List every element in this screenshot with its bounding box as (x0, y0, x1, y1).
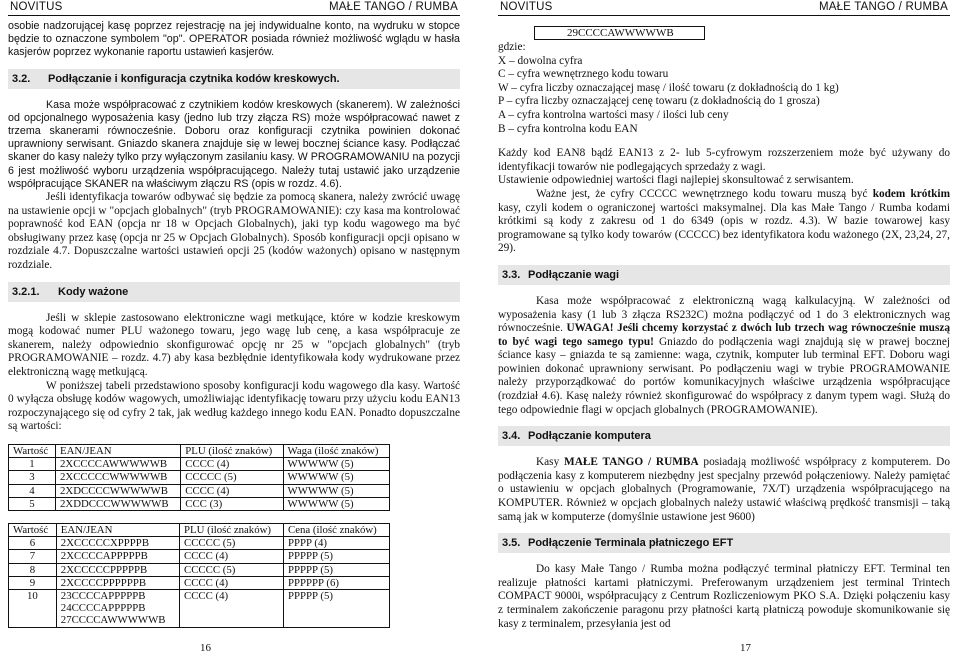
table-row (9, 537, 390, 550)
section-title: Kody ważone (58, 285, 129, 298)
table-cell: CCCCC (5) (180, 537, 284, 550)
section-heading-3-3 (498, 265, 950, 285)
section-heading-3-4 (498, 426, 950, 446)
table-row (9, 563, 390, 576)
column-header: EAN/JEAN (56, 523, 179, 536)
header-model: MAŁE TANGO / RUMBA (818, 1, 948, 13)
table-cell: PPPPP (5) (284, 550, 390, 563)
table-cell: CCCCC (5) (181, 471, 283, 484)
table-row (9, 589, 390, 627)
table-cell: 1 (9, 458, 56, 471)
weighted-codes-paragraph-2: W poniższej tabeli przedstawiono sposoby konfiguracji kodu wagowego dla kasy. Wartość 0 wyłącza obsługę kodów wagowych, umożliwiając identyfikację towaru przy użyciu kodu EAN13 rozpoczynającego się od cyfry 2 tak, jak według każdego innego kodu EAN. Ponadto dopuszczalne są wartości: (8, 379, 460, 433)
table-cell: CCCC (4) (180, 576, 284, 589)
left-page (0, 0, 470, 656)
table-cell: CCCC (4) (180, 550, 284, 563)
table-cell: 2XCCCCAWWWWWB (56, 458, 181, 471)
section-number: 3.4. (502, 430, 521, 443)
bold-text-run: UWAGA! Jeśli chcemy korzystać z dwóch lub trzech wag równocześnie muszą to być wagi tego samego typu! (498, 322, 950, 348)
table-row (9, 550, 390, 563)
table-cell: 6 (9, 537, 57, 550)
section-title: Podłączenie Terminala płatniczego EFT (528, 537, 734, 550)
section-title: Podłączanie i konfiguracja czytnika kodów kreskowych. (48, 72, 340, 85)
scanner-paragraph-2: Jeśli identyfikacja towarów odbywać się będzie za pomocą skanera, należy zwrócić uwagę na ustawienie opcji w "opcjach globalnych" (tryb PROGRAMOWANIE): czy kasa ma kontrolować poprawność kod EAN (opcja nr 18 w Opcjach Globalnych), jaki typ kodu wagowego ma być obsługiwany przez kasę (opcja nr 25 w Opcjach Globalnych). Sposób konfiguracji opcji opisano w rozdziale 4.7. Dopuszczalne wartości ustawień opcji 25 (kodów ważonych) opisano w następnym rozdziale. (8, 191, 460, 271)
column-header: PLU (ilość znaków) (181, 444, 283, 457)
scale-paragraph (498, 295, 950, 417)
table-cell: PPPPP (5) (284, 563, 390, 576)
column-header: Wartość (9, 444, 56, 457)
section-number: 3.2.1. (12, 285, 40, 298)
weighted-codes-paragraph-1: Jeśli w sklepie zastosowano elektroniczne wagi metkujące, które w kodzie kreskowym mogą kodować numer PLU ważonego towaru, jego wagę lub cenę, a kasa współpracuje ze skanerem, należy odpowiednio skonfigurować opcję nr 25 w "opcjach globalnych" (tryb PROGRAMOWANIE – rozdz. 4.7) aby kasa bezbłędnie identyfikowała kody wydrukowane przez elektroniczną wagę metkującą. (8, 311, 460, 378)
legend-line: B – cyfra kontrolna kodu EAN (498, 122, 638, 135)
bold-text-run: kodem krótkim (872, 187, 950, 200)
table-header-row (9, 444, 390, 457)
section-number: 3.5. (502, 537, 521, 550)
bold-text-run: MAŁE TANGO / RUMBA (564, 456, 699, 469)
text-run: posiadają możliwość współpracy z komputerem. Do podłączenia kasy z komputerem niezbędny jest specjalny przewód połączeniowy. Należy pamiętać o ustawieniu w opcjach globalnych (Programowanie, 7X/T) urządzenia współpracującego na KOMPUTER. Również w opcjach globalnych należy ustawić właściwą prędkość transmisji – taką samą jak w komputerze (domyślnie ustawione jest 9600) (498, 456, 950, 523)
table-cell: CCCC (4) (181, 458, 283, 471)
section-title: Podłączanie wagi (528, 268, 620, 281)
text-run: Gniazdo do podłączenia wagi znajdują się w prawej bocznej ściance kasy – gniazda te są zamienne: waga, czytnik, komputer lub terminal EFT. Doboru wagi powinien dokonać uprawniony serwisant. Po podłączeniu wagi w trybie PROGRAMOWANIE należy przyporządkować do portów komunikacyjnych właściwe urządzenia współpracujące (rozdział 4.6). Kasę należy również skonfigurować do współpracy z danym typem wagi. Służą do tego odpowiednie flagi w opcjach globalnych (PROGRAMOWANIE). (498, 335, 950, 416)
table-row (9, 458, 390, 471)
code-box-row (498, 23, 950, 41)
table-cell: 2XCCCCCXPPPPB (56, 537, 179, 550)
flag-note-paragraph: Ustawienie odpowiedniej wartości flagi najlepiej skonsultować z serwisantem. (498, 174, 854, 187)
price-code-table (8, 523, 390, 628)
table-cell: 10 (9, 589, 57, 627)
scanner-paragraph-1: Kasa może współpracować z czytnikiem kodów kreskowych (skanerem). W zależności od opcjonalnego wyposażenia kasy (jedno lub trzy złącza RS) może współpracować nawet z trzema skanerami równocześnie. Doboru oraz konfiguracji czytnika powinien dokonać uprawniony serwisant. Gniazdo skanera znajduje się w lewej bocznej ściance kasy. Podłączać skaner do kasy należy tylko przy wyłączonym zasilaniu kasy. W PROGRAMOWANIU na pozycji 6 jest możliwość wyboru urządzenia współpracującego. Należy tutaj ustawić jako urządzenie współpracujące SKANER na właściwym złączu RS (opis w rozdz. 4.6). (8, 98, 460, 190)
table-cell: 3 (9, 471, 56, 484)
page-number: 17 (740, 642, 751, 654)
table-cell: CCCCC (5) (180, 563, 284, 576)
table-header-row (9, 523, 390, 536)
text-run: Ważne jest, że cyfry CCCCC wewnętrznego kodu towaru muszą być (536, 187, 873, 200)
column-header: EAN/JEAN (56, 444, 181, 457)
legend-line: A – cyfra kontrolna wartości masy / ilości lub ceny (498, 108, 729, 121)
table-cell: WWWWW (5) (283, 497, 389, 510)
ean-code-box: 29CCCCAWWWWWB (534, 26, 705, 40)
table-cell: PPPPP (5) (284, 589, 390, 627)
section-number: 3.3. (502, 268, 521, 281)
page-number: 16 (200, 642, 211, 654)
table-cell: CCCC (4) (181, 484, 283, 497)
section-title: Podłączanie komputera (528, 430, 651, 443)
section-heading-3-2-1 (8, 282, 460, 302)
legend-line: C – cyfra wewnętrznego kodu towaru (498, 68, 669, 81)
weight-code-table (8, 444, 390, 511)
text-run: kasy, czyli kodem o ograniczonej wartości maksymalnej. Dla kas Małe Tango / Rumba kodami krótkimi są kody z zakresu od 1 do 6349 (opis w rozdz. 4.3). W bazie towarowej kasy programowane są tylko kody towarów (CCCCC) bez identyfikatora kodu ważonego (2X, 23,24, 27, 29). (498, 201, 950, 255)
table-cell: 2XCCCCAPPPPPB (56, 550, 179, 563)
legend-line: X – dowolna cyfra (498, 54, 583, 67)
ean-usage-paragraph: Każdy kod EAN8 bądź EAN13 z 2- lub 5-cyfrowym rozszerzeniem może być używany do identyfikacji towarów nie podlegających sprzedaży z wagi. (498, 147, 950, 173)
table-cell: CCCC (4) (180, 589, 284, 627)
table-cell: 5 (9, 497, 56, 510)
column-header: Cena (ilość znaków) (284, 523, 390, 536)
header-brand: NOVITUS (500, 1, 553, 13)
table-cell: 2XCCCCCWWWWWB (56, 471, 181, 484)
legend-line: gdzie: (498, 41, 526, 53)
table-row (9, 497, 390, 510)
running-header-right (498, 0, 950, 16)
right-page (490, 0, 960, 656)
table-cell: PPPPPP (6) (284, 576, 390, 589)
table-cell: 2XCCCCCPPPPPB (56, 563, 179, 576)
table-row (9, 471, 390, 484)
table-cell: 8 (9, 563, 57, 576)
table-row (9, 484, 390, 497)
eft-terminal-paragraph: Do kasy Małe Tango / Rumba można podłączyć terminal płatniczy EFT. Terminal ten realizuje płatności kartami płatniczymi. Preferowanym urządzeniem jest terminal Trintech COMPACT 9000i, współpracujący z Centrum Rozliczeniowym PKO S.A. Dzięki połączeniu kasy z terminalem zakończenie paragonu przy płatności kartą płatniczą powoduje skomunikowanie się kasy z terminalem, przesyłania jest od (498, 563, 950, 630)
table-cell: CCC (3) (181, 497, 283, 510)
table-cell: 4 (9, 484, 56, 497)
running-header-left (8, 0, 460, 16)
column-header: Waga (ilość znaków) (283, 444, 389, 457)
computer-paragraph (498, 456, 950, 524)
table-cell: 23CCCCAPPPPPB 24CCCCAPPPPPB 27CCCCAWWWWWB (56, 589, 179, 627)
header-model: MAŁE TANGO / RUMBA (328, 1, 458, 13)
table-row (9, 576, 390, 589)
short-code-paragraph (498, 188, 950, 256)
section-heading-3-5 (498, 533, 950, 553)
table-cell: WWWWW (5) (283, 471, 389, 484)
column-header: PLU (ilość znaków) (180, 523, 284, 536)
table-cell: WWWWW (5) (283, 484, 389, 497)
code-legend (498, 41, 950, 136)
legend-line: W – cyfra liczby oznaczającej masę / ilość towaru (z dokładnością do 1 kg) (498, 81, 839, 94)
table-cell: 2XCCCCPPPPPPB (56, 576, 179, 589)
text-run: Kasy (536, 456, 565, 469)
section-heading-3-2 (8, 69, 460, 89)
table-cell: WWWWW (5) (283, 458, 389, 471)
table-cell: 2XDDCCCWWWWWB (56, 497, 181, 510)
column-header: Wartość (9, 523, 57, 536)
legend-line: P – cyfra liczby oznaczającej cenę towaru (z dokładnością do 1 grosza) (498, 95, 820, 108)
text-run: Kasa może współpracować z elektroniczną wagą kalkulacyjną. W zależności od wyposażenia kasy (1 lub 3 złącza RS232C) można podłączyć od 1 do 3 elektronicznych wag równocześnie. (498, 294, 950, 335)
section-number: 3.2. (12, 72, 31, 85)
table-cell: 2XDCCCCWWWWWB (56, 484, 181, 497)
intro-paragraph: osobie nadzorującej kasę poprzez rejestrację na jej indywidualne konto, na wydruku w stopce będzie to oznaczone symbolem "op". OPERATOR posiada również możliwość wglądu w hasła kasjerów poprzez wykonanie raportu ustawień kasjerów. (8, 20, 460, 59)
table-cell: 7 (9, 550, 57, 563)
header-brand: NOVITUS (10, 1, 63, 13)
table-cell: 9 (9, 576, 57, 589)
table-cell: PPPP (4) (284, 537, 390, 550)
